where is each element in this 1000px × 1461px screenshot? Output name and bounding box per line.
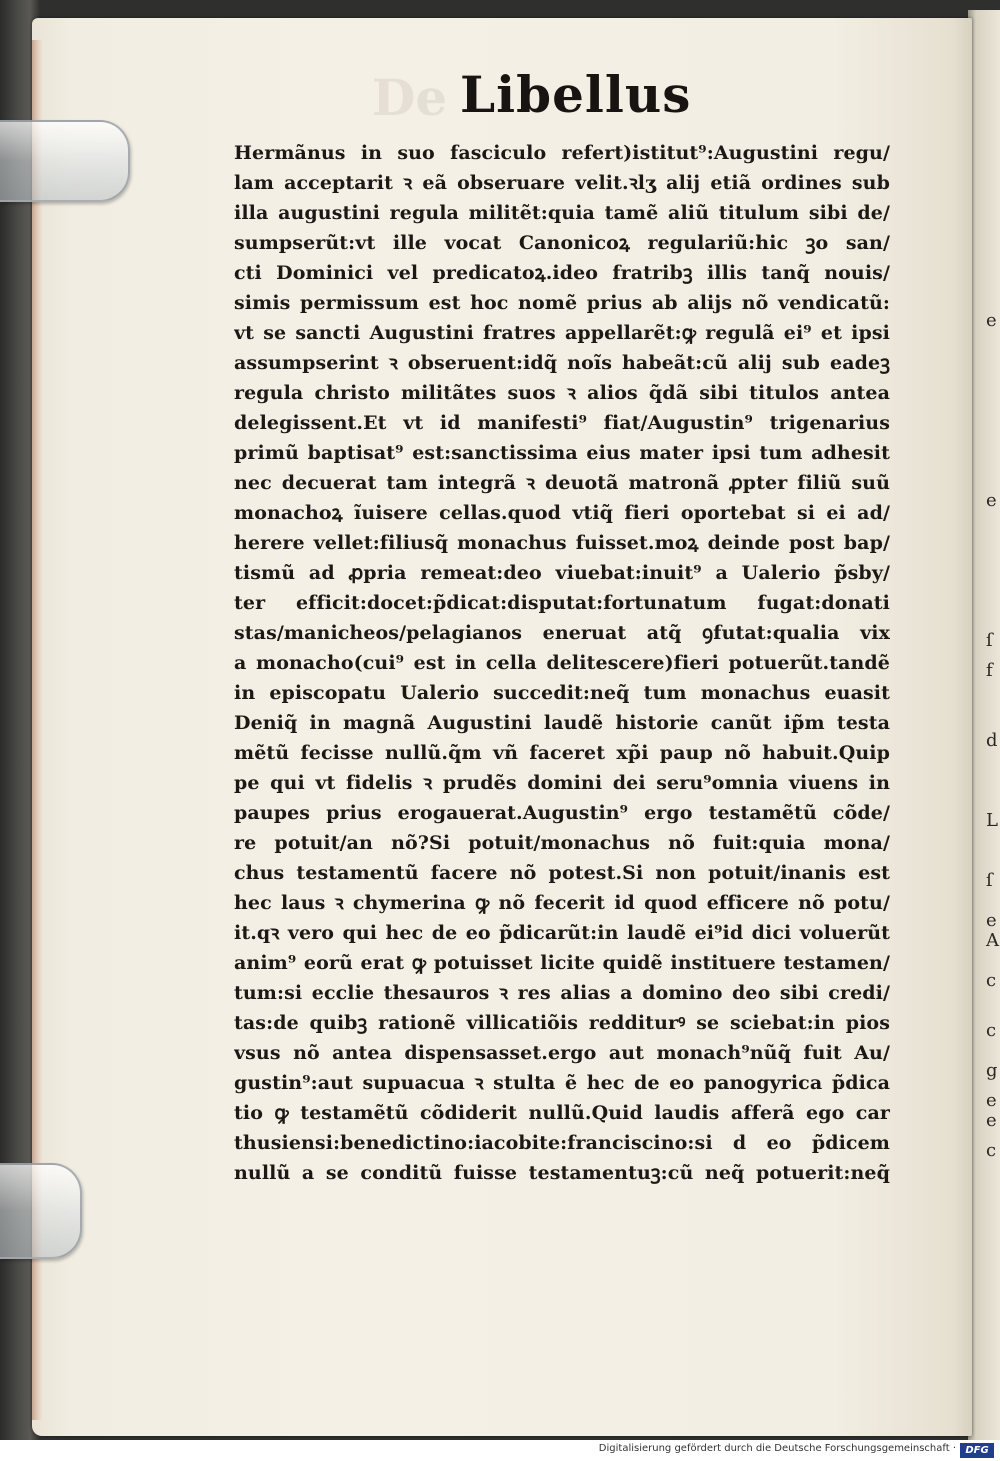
- text-line: regula christo militãtes suos ꝛ alios q̃dã sibi titulos antea: [234, 382, 890, 404]
- text-line: paupes prius erogauerat.Augustin⁹ ergo testamẽtũ cõde/: [234, 802, 890, 824]
- text-line: stas/manicheos/pelagianos eneruat atq̃ ꝯfutat:qualia vix: [234, 622, 890, 644]
- text-line: re potuit/an nõ?Si potuit/monachus nõ fuit:quia mona/: [234, 832, 890, 854]
- text-line: lam acceptarit ꝛ eã obseruare velit.ꝛlʒ alij etiã ordines sub: [234, 172, 890, 194]
- text-line: monachoꝝ ĩuisere cellas.quod vtiq̃ fieri oportebat si ei ad/: [234, 502, 890, 524]
- facing-page-glyph: e: [986, 910, 997, 931]
- facing-page-glyph: A: [986, 930, 999, 951]
- facing-page-glyph: c: [986, 970, 997, 991]
- facing-page-edge: [968, 10, 1000, 1440]
- text-line: chus testamentũ facere nõ potest.Si non potuit/inanis est: [234, 862, 890, 884]
- facing-page-glyph: c: [986, 1140, 997, 1161]
- text-line: herere vellet:filiusq̃ monachus fuisset.moꝝ deinde post bap/: [234, 532, 890, 554]
- show-through-ghost: De: [372, 68, 448, 127]
- text-line: Hermãnus in suo fasciculo refert)istitut⁹:Augustini regu/: [234, 142, 890, 164]
- facing-page-glyph: e: [986, 310, 997, 331]
- text-line: nec decuerat tam integrã ꝛ deuotã matronã ꝓpter filiũ suũ: [234, 472, 890, 494]
- funding-credit: Digitalisierung gefördert durch die Deutsche Forschungsgemeinschaft ·: [598, 1443, 956, 1454]
- text-line: a monacho(cui⁹ est in cella delitescere)fieri potuerũt.tandẽ: [234, 652, 890, 674]
- facing-page-glyph: c: [986, 1020, 997, 1041]
- text-line: primũ baptisat⁹ est:sanctissima eius mater ipsi tum adhesit: [234, 442, 890, 464]
- facing-page-glyph: d: [986, 730, 998, 751]
- text-line: Deniq̃ in magnã Augustini laudẽ historie canũt ip̃m testa: [234, 712, 890, 734]
- facing-page-glyph: f: [986, 660, 993, 681]
- page-clip-top: [0, 120, 130, 202]
- text-line: anim⁹ eorũ erat ꝙ potuisset licite quidẽ instituere testamen/: [234, 952, 890, 974]
- text-line: nullũ a se conditũ fuisse testamentuꝫ:cũ neq̃ potuerit:neq̃: [234, 1162, 890, 1184]
- text-line: mẽtũ fecisse nullũ.q̃m vñ faceret xp̃i paup nõ habuit.Quip: [234, 742, 890, 764]
- text-line: cti Dominici vel predicatoꝝ.ideo fratribꝫ illis tanq̃ nouis/: [234, 262, 890, 284]
- facing-page-glyph: ſ: [986, 870, 993, 891]
- facing-page-glyph: e: [986, 1110, 997, 1131]
- text-line: it.qꝛ vero qui hec de eo p̃dicarũt:in laudẽ ei⁹id dici voluerũt: [234, 922, 890, 944]
- text-line: illa augustini regula militẽt:quia tamẽ aliũ titulum sibi de/: [234, 202, 890, 224]
- text-line: simis permissum est hoc nomẽ prius ab alijs nõ vendicatũ:: [234, 292, 890, 314]
- text-line: hec laus ꝛ chymerina ꝙ nõ fecerit id quod efficere nõ potu/: [234, 892, 890, 914]
- facing-page-glyph: ſ: [986, 630, 993, 651]
- text-line: pe qui vt fidelis ꝛ prudẽs domini dei seru⁹omnia viuens in: [234, 772, 890, 794]
- text-line: vsus nõ antea dispensasset.ergo aut monach⁹nũq̃ fuit Au/: [234, 1042, 890, 1064]
- text-line: tum:si ecclie thesauros ꝛ res alias a domino deo sibi credi/: [234, 982, 890, 1004]
- text-line: thusiensi:benedictino:iacobite:franciscino:si d eo p̃dicem: [234, 1132, 890, 1154]
- text-line: tas:de quibꝫ rationẽ villicatiõis redditurꝰ se sciebat:in pios: [234, 1012, 890, 1034]
- text-line: assumpserint ꝛ obseruent:idq̃ noĩs habeãt:cũ alij sub eadeꝫ: [234, 352, 890, 374]
- text-line: delegissent.Et vt id manifesti⁹ fiat/Augustin⁹ trigenarius: [234, 412, 890, 434]
- text-line: tismũ ad ꝓpria remeat:deo viuebat:inuit⁹ a Ualerio p̃sby/: [234, 562, 890, 584]
- facing-page-glyph: e: [986, 490, 997, 511]
- text-line: gustin⁹:aut supuacua ꝛ stulta ẽ hec de eo panogyrica p̃dica: [234, 1072, 890, 1094]
- page-clip-bottom: [0, 1163, 82, 1259]
- text-line: in episcopatu Ualerio succedit:neq̃ tum monachus euasit: [234, 682, 890, 704]
- text-line: ter efficit:docet:p̃dicat:disputat:fortunatum fugat:donati: [234, 592, 890, 614]
- footer-bar: [0, 1440, 1000, 1461]
- running-head: Libellus: [460, 65, 692, 124]
- text-block: [234, 138, 890, 1188]
- facing-page-glyph: L: [986, 810, 998, 831]
- facing-page-glyph: e: [986, 1090, 997, 1111]
- text-line: tio ꝙ testamẽtũ cõdiderit nullũ.Quid laudis afferã ego car: [234, 1102, 890, 1124]
- facing-page-glyph: g: [986, 1060, 998, 1081]
- dfg-logo: DFG: [960, 1443, 994, 1458]
- text-line: sumpserũt:vt ille vocat Canonicoꝝ regulariũ:hic ꝫo san/: [234, 232, 890, 254]
- text-line: vt se sancti Augustini fratres appellarẽt:ꝙ regulã ei⁹ et ipsi: [234, 322, 890, 344]
